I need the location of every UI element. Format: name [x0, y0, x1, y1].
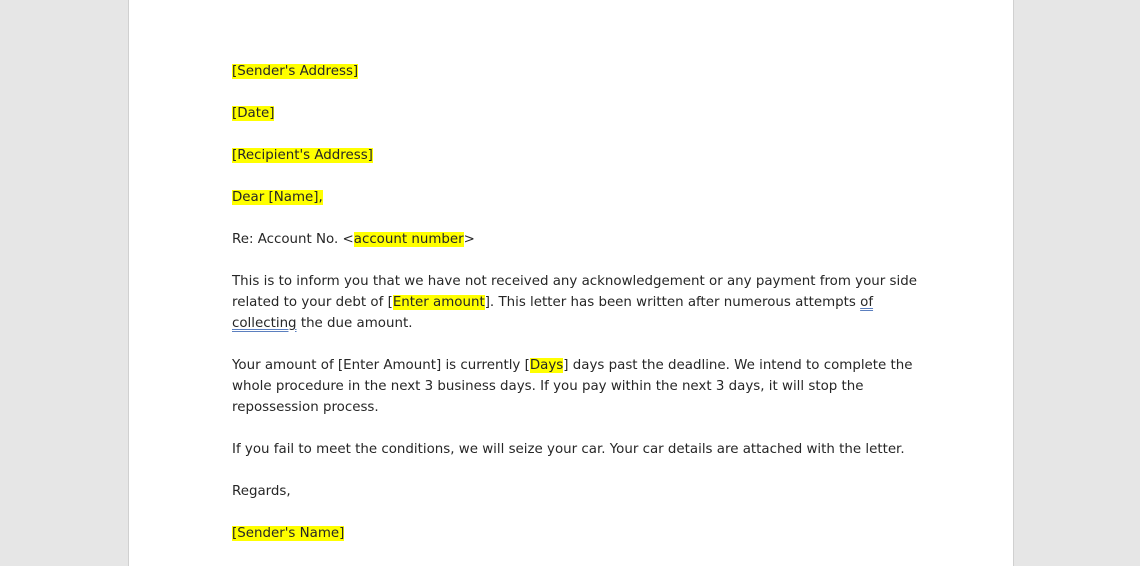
days-placeholder: Days — [529, 358, 564, 373]
grammar-flagged-text[interactable]: of collecting — [232, 295, 874, 331]
paragraph-notice-part-c: the due amount. — [296, 316, 413, 331]
paragraph-notice-part-a: This is to inform you that we have not received any acknowledgement or any payment from your side related to your debt of [ — [232, 274, 917, 310]
sender-name-line — [232, 523, 922, 544]
reference-line — [232, 229, 922, 250]
paragraph-deadline-part-b: ] days past the deadline. We intend to complete the whole procedure in the next 3 business days. If you pay within the next 3 days, it will stop the repossession process. — [232, 358, 913, 415]
closing-line: Regards, — [232, 484, 291, 499]
date-placeholder: [Date] — [232, 106, 275, 121]
reference-suffix: > — [463, 232, 475, 247]
sender-address-line — [232, 61, 922, 82]
letter-body[interactable] — [232, 61, 922, 565]
paragraph-notice-part-b: ]. This letter has been written after numerous attempts — [484, 295, 861, 310]
paragraph-deadline — [232, 355, 922, 418]
recipient-address-line — [232, 145, 922, 166]
document-page[interactable] — [128, 0, 1014, 566]
salutation-placeholder: Dear [Name], — [232, 190, 323, 205]
salutation-line — [232, 187, 922, 208]
paragraph-notice — [232, 271, 922, 334]
recipient-address-placeholder: [Recipient's Address] — [232, 148, 373, 163]
reference-prefix: Re: Account No. < — [232, 232, 354, 247]
date-line — [232, 103, 922, 124]
account-number-placeholder: account number — [353, 232, 464, 247]
enter-amount-placeholder: Enter amount — [392, 295, 485, 310]
paragraph-conditions: If you fail to meet the conditions, we will seize your car. Your car details are attached with the letter. — [232, 442, 905, 457]
paragraph-deadline-part-a: Your amount of [Enter Amount] is currently [ — [232, 358, 530, 373]
sender-address-placeholder: [Sender's Address] — [232, 64, 359, 79]
sender-name-placeholder: [Sender's Name] — [232, 526, 345, 541]
